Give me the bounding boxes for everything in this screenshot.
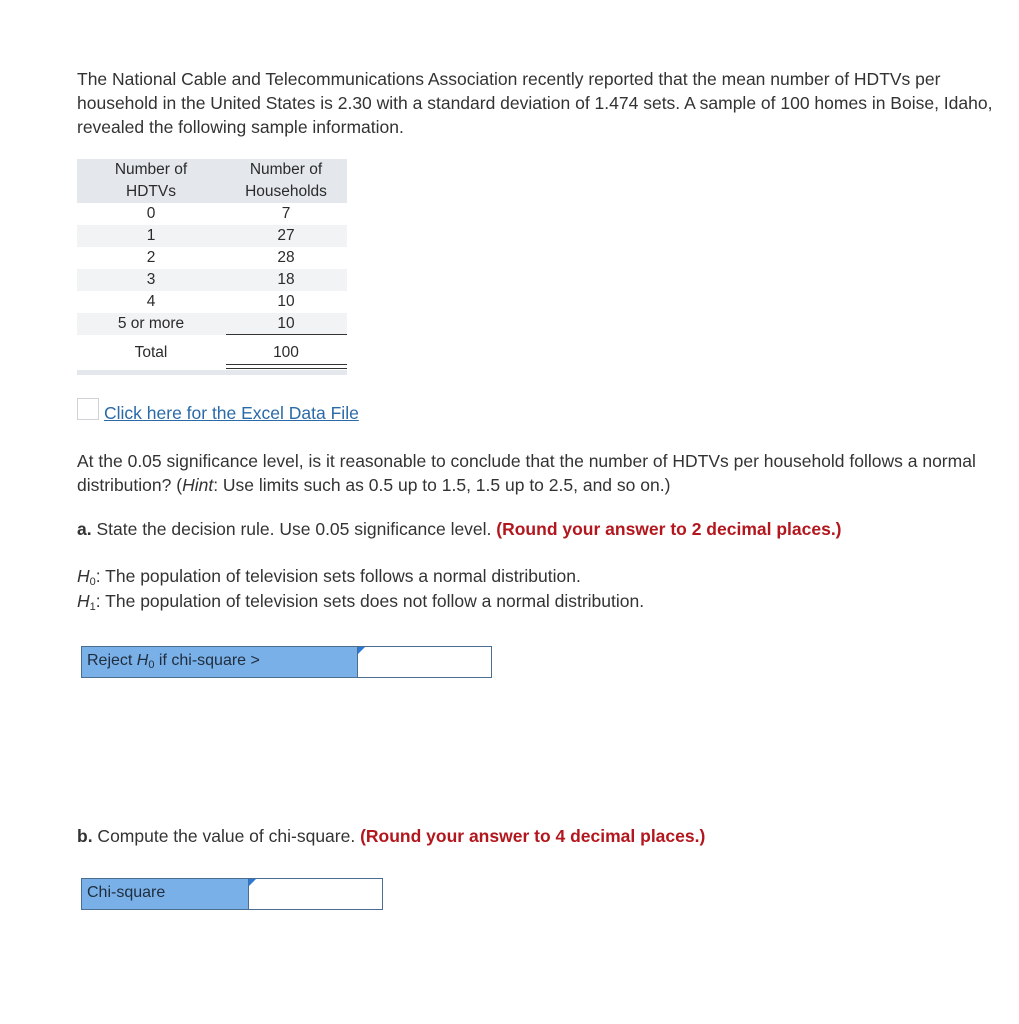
- alternative-hypothesis: $H_1$: The population of television sets does not follow a normal distribution.: [77, 591, 645, 613]
- total-double-rule: [226, 364, 347, 369]
- question-text: At the 0.05 significance level, is it reasonable to conclude that the number of HDTVs per household follows a normal distribution? (Hint: Use limits such as 0.5 up to 1.5, 1.5 up to 2.5, and so on.): [77, 451, 976, 495]
- subtotal-rule: [226, 334, 347, 335]
- table-row: 4 10: [146, 293, 295, 310]
- data-table: [77, 159, 347, 364]
- chi-square-label: Chi-square: [87, 884, 166, 901]
- table-row: 3 18: [77, 269, 347, 291]
- decision-rule-answer-row: [81, 646, 492, 678]
- table-row: 1 27: [77, 225, 347, 247]
- chi-square-answer-row: [81, 878, 383, 910]
- problem-intro: The National Cable and Telecommunications Association recently reported that the mean number of HDTVs per household in the United States is 2.30 with a standard deviation of 1.474 sets. A sample of 100 homes in Boise, Idaho, revealed the following sample information.: [77, 69, 993, 137]
- null-hypothesis: $H_0$: The population of television sets follows a normal distribution.: [77, 566, 581, 588]
- decision-rule-label: Reject $H_0$ if chi-square >: [87, 652, 260, 671]
- excel-file-icon[interactable]: [77, 398, 99, 420]
- table-footer-bar: [77, 370, 347, 375]
- decision-rule-input[interactable]: [357, 647, 491, 677]
- header-households: Number of Households: [245, 161, 327, 200]
- table-header: [77, 159, 347, 203]
- input-flag-icon: [249, 879, 256, 886]
- input-flag-icon: [358, 647, 365, 654]
- part-a-prompt: a. State the decision rule. Use 0.05 significance level. (Round your answer to 2 decimal places.): [77, 519, 842, 539]
- table-row: 2 28: [146, 249, 295, 266]
- table-row: 0 7: [146, 205, 291, 222]
- part-b-prompt: b. Compute the value of chi-square. (Round your answer to 4 decimal places.): [77, 826, 706, 846]
- table-total-row: Total 100: [134, 344, 299, 361]
- chi-square-input[interactable]: [248, 879, 382, 909]
- excel-data-link[interactable]: Click here for the Excel Data File: [104, 403, 359, 423]
- table-row: 5 or more 10: [77, 313, 347, 335]
- header-hdtvs: Number of HDTVs: [114, 161, 188, 200]
